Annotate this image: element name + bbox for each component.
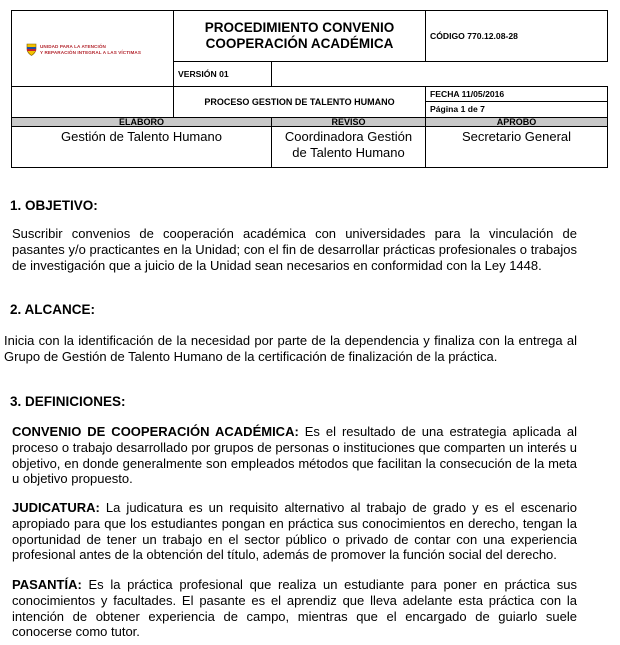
alcance-text: Inicia con la identificación de la necesidad por parte de la dependencia y finaliza con la entrega al Grupo de Gestión de Talento Humano de la certificación de finalización de la práctica. bbox=[4, 333, 577, 364]
logo-text-line1: UNIDAD PARA LA ATENCIÓN bbox=[40, 44, 106, 50]
coat-of-arms-icon bbox=[26, 43, 37, 56]
objetivo-heading: 1. OBJETIVO: bbox=[10, 198, 98, 213]
definition-convenio-term: CONVENIO DE COOPERACIÓN ACADÉMICA: bbox=[12, 424, 299, 439]
date-page-cell bbox=[426, 87, 608, 118]
document-code: CÓDIGO 770.12.08-28 bbox=[430, 31, 518, 41]
aprobo-label: APROBO bbox=[426, 118, 608, 127]
unidad-victimas-logo bbox=[26, 43, 141, 56]
aprobo-value: Secretario General bbox=[426, 127, 608, 168]
reviso-value-line2: de Talento Humano bbox=[292, 145, 405, 160]
process-name: PROCESO GESTION DE TALENTO HUMANO bbox=[174, 87, 426, 118]
elaboro-label: ELABORO bbox=[12, 118, 272, 127]
definition-judicatura-term: JUDICATURA: bbox=[12, 500, 100, 515]
reviso-label: REVISO bbox=[272, 118, 426, 127]
reviso-value bbox=[272, 127, 426, 168]
definition-pasantia-text: Es la práctica profesional que realiza un estudiante para poner en práctica sus conocimientos y facultades. El pasante es el aprendiz que lleva adelante esta práctica con la intención de obtener experiencia de campo, mientras que el encargado de guiarlo suele conocerse como tutor. bbox=[12, 577, 577, 640]
document-title bbox=[174, 11, 426, 62]
document-version: VERSIÓN 01 bbox=[178, 69, 229, 79]
definition-judicatura-text: La judicatura es un requisito alternativo al trabajo de grado y es el escenario apropiado para que los estudiantes pongan en práctica sus conocimientos en derecho, tengan la oportunidad de tener un trabajo en el sector público o privado de contar con una experiencia profesional antes de la obtención del título, además de promover la función social del derecho. bbox=[12, 500, 577, 563]
logo-cell bbox=[12, 11, 174, 87]
definition-convenio bbox=[12, 424, 577, 487]
definition-pasantia-term: PASANTÍA: bbox=[12, 577, 82, 592]
version-cell bbox=[174, 62, 272, 87]
logo-text-line2: Y REPARACIÓN INTEGRAL A LAS VÍCTIMAS bbox=[40, 49, 142, 55]
title-line1: PROCEDIMIENTO CONVENIO bbox=[204, 20, 395, 35]
definition-convenio-text: Es el resultado de una estrategia aplicada al proceso o trabajo desarrollado por grupos de personas o instituciones que comparten un interés u objetivo, en donde generalmente son empleados métodos que facilitan la consecución de la meta u objetivo propuesto. bbox=[12, 424, 577, 487]
reviso-value-line1: Coordinadora Gestión bbox=[284, 129, 413, 144]
alcance-heading: 2. ALCANCE: bbox=[10, 302, 96, 317]
logo-cell-bottom bbox=[12, 87, 174, 118]
definition-judicatura bbox=[12, 500, 577, 563]
document-page: Página 1 de 7 bbox=[430, 104, 485, 114]
elaboro-value: Gestión de Talento Humano bbox=[12, 127, 272, 168]
title-line2: COOPERACIÓN ACADÉMICA bbox=[205, 36, 394, 51]
document-header-table bbox=[11, 10, 608, 168]
definiciones-heading: 3. DEFINICIONES: bbox=[10, 394, 126, 409]
definition-pasantia bbox=[12, 577, 577, 640]
code-cell bbox=[426, 11, 608, 62]
document-date: FECHA 11/05/2016 bbox=[426, 87, 607, 102]
objetivo-text: Suscribir convenios de cooperación académica con universidades para la vinculación de pasantes y/o practicantes en la Unidad; con el fin de desarrollar prácticas profesionales o trabajos de investigación que a juicio de la Unidad sean necesarios en conformidad con la Ley 1448. bbox=[12, 226, 577, 273]
